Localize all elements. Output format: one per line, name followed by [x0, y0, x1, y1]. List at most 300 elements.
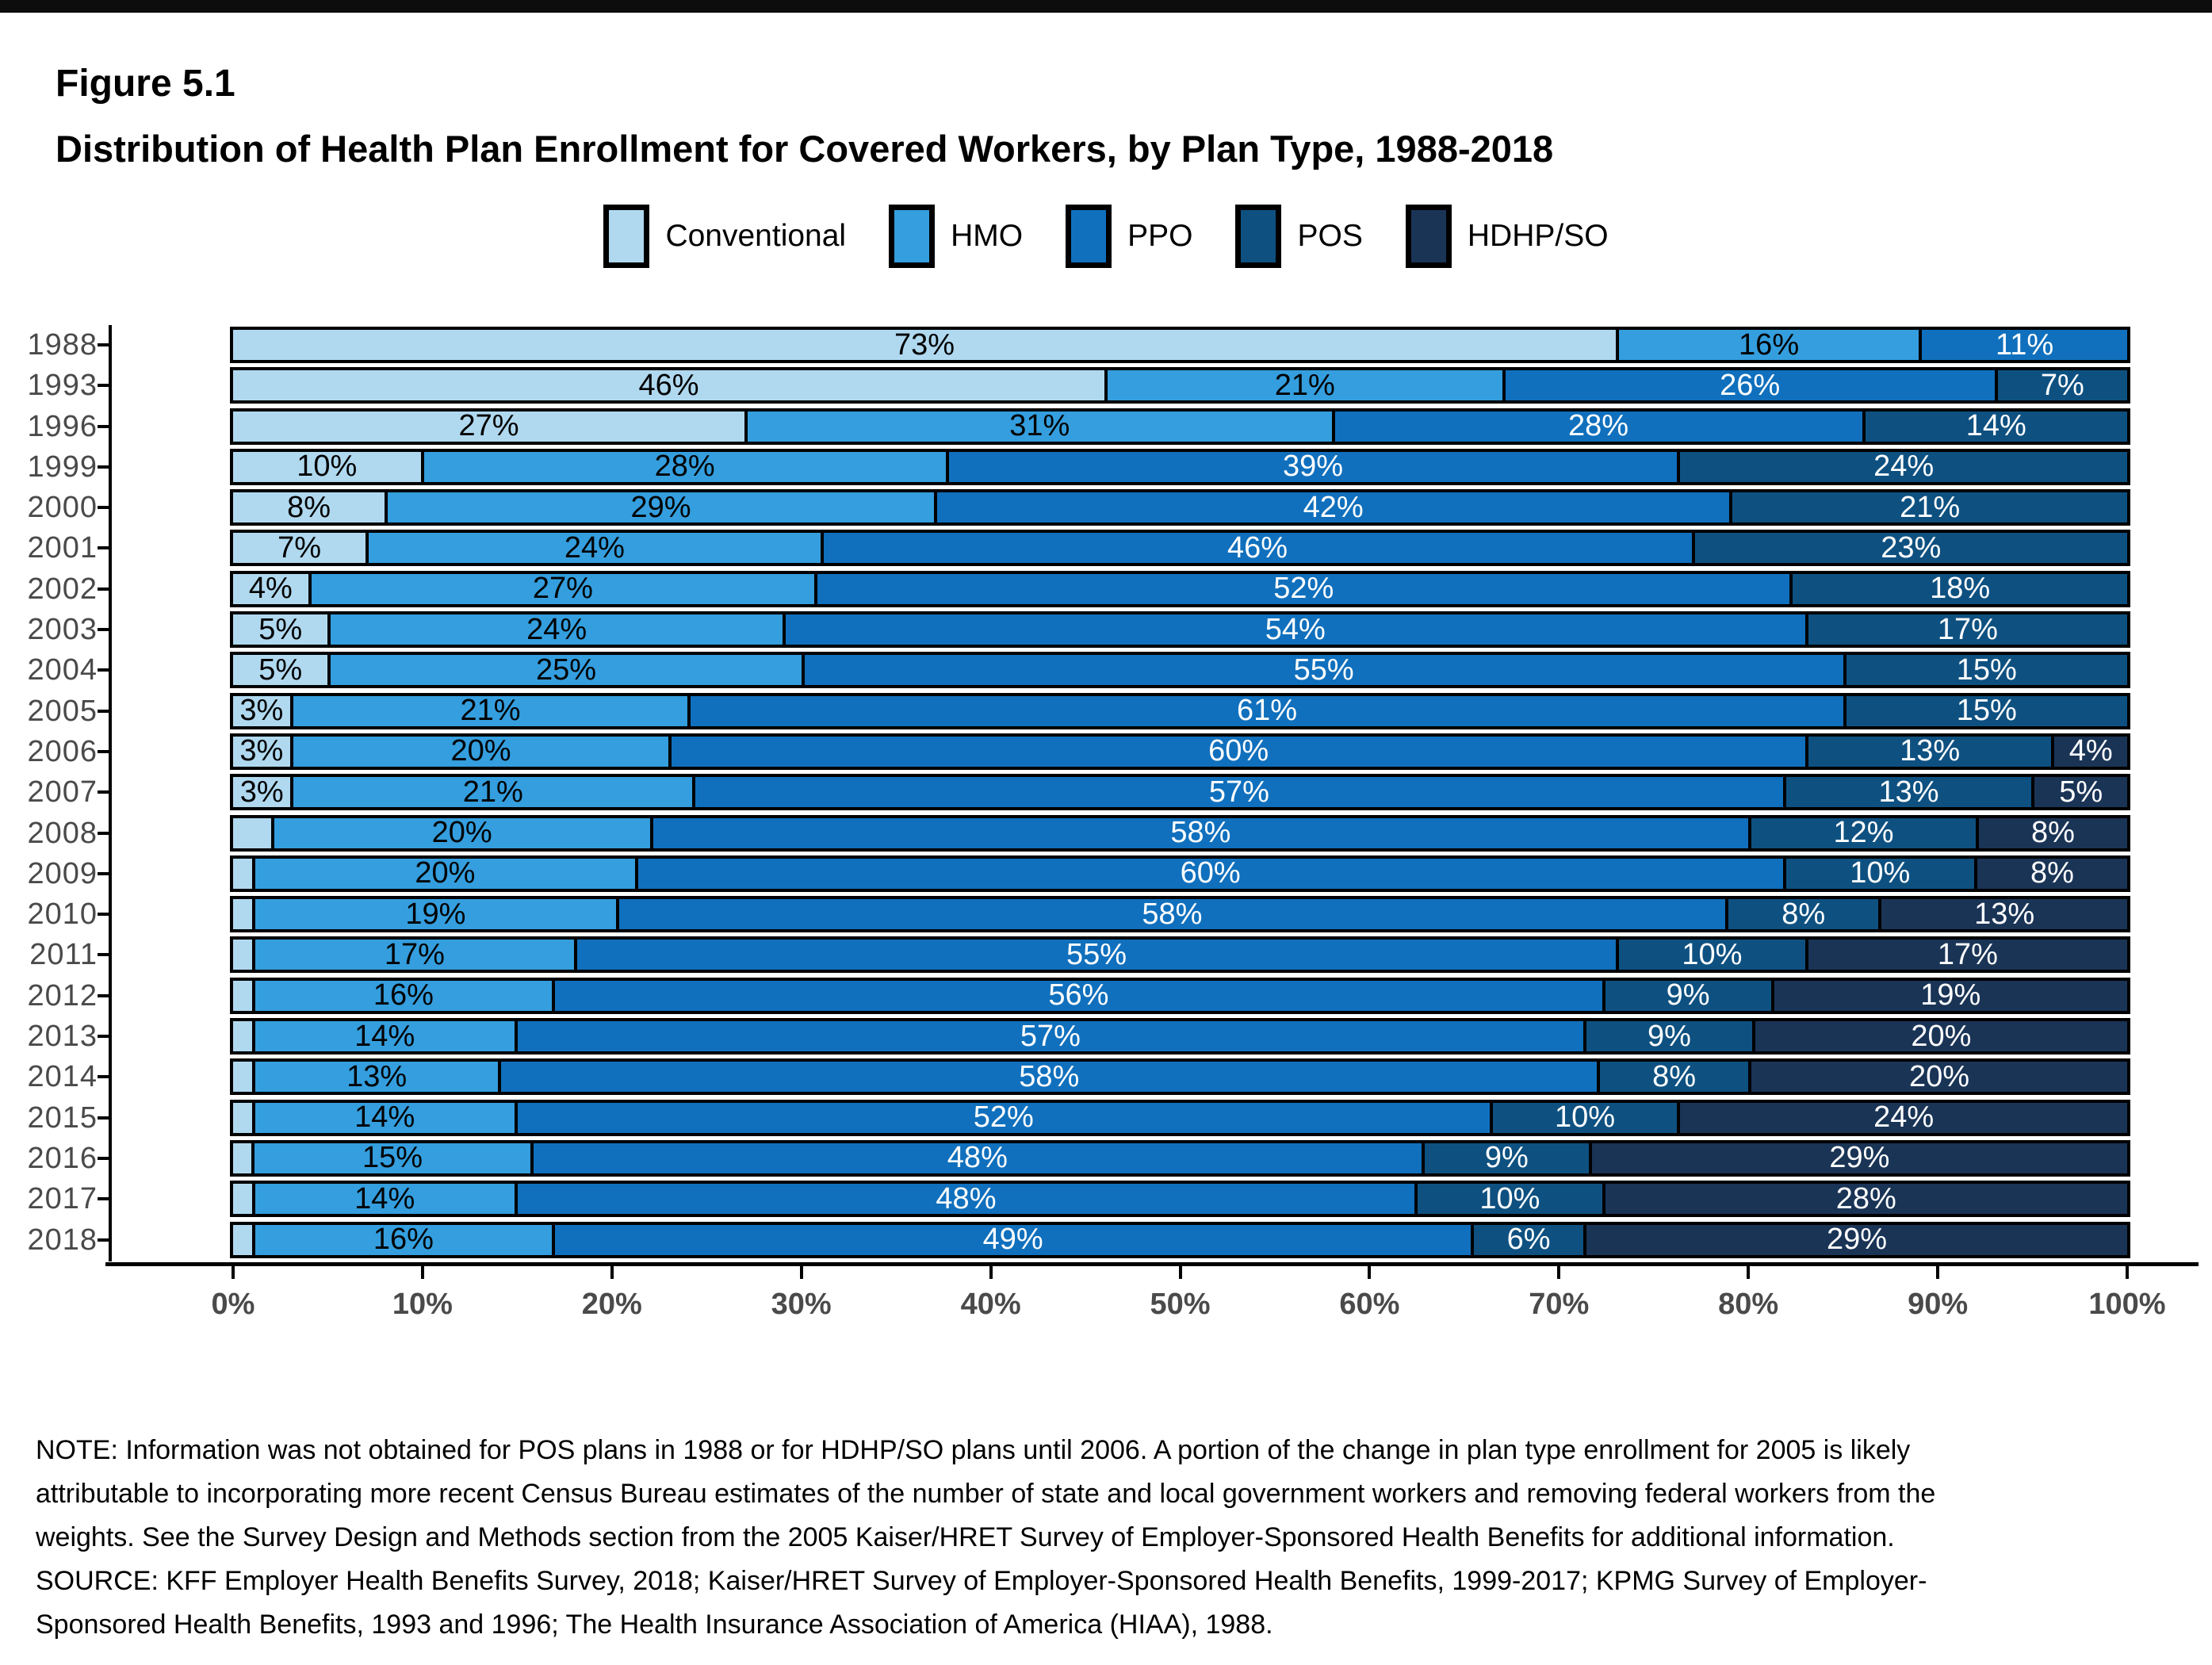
bar-segment-label: 14% — [354, 1100, 415, 1135]
bar-segment-label: 58% — [1019, 1059, 1080, 1093]
bar-segment-label: 14% — [354, 1019, 415, 1053]
bar-segment-label: 11% — [1995, 327, 2054, 362]
year-label: 1988 — [27, 328, 98, 362]
bar-row-2011 — [21, 936, 2191, 973]
bar-segment-label: 73% — [894, 327, 955, 362]
bar-row-2007 — [21, 774, 2191, 810]
bar-segment-label: 28% — [654, 450, 715, 484]
year-label: 2014 — [27, 1060, 98, 1094]
bar-segment-label: 6% — [1506, 1223, 1551, 1257]
x-axis-tick-label: 80% — [1718, 1287, 1779, 1321]
bar-segment-label: 9% — [1666, 978, 1710, 1012]
bar-segment-label: 24% — [1873, 450, 1935, 484]
bar-segment-conventional — [233, 1225, 252, 1255]
bar-segment-label: 25% — [536, 653, 597, 687]
axis-gap — [112, 571, 230, 607]
bar-segment-label: 14% — [354, 1181, 415, 1215]
bar-row-2010 — [21, 896, 2191, 932]
year-label: 2001 — [27, 531, 98, 565]
bar-segment-label: 13% — [1974, 897, 2035, 931]
bar-segment-label: 46% — [1227, 530, 1288, 565]
bar-segment-label: 8% — [2030, 816, 2075, 850]
bar-segment-label: 17% — [384, 937, 445, 971]
bar-segment-label: 10% — [1479, 1181, 1540, 1215]
year-label: 2002 — [27, 572, 98, 606]
axis-gap — [112, 1181, 230, 1217]
bar-row-2009 — [21, 855, 2191, 892]
bar-segment-pos — [1414, 1181, 1602, 1215]
year-label: 2011 — [29, 938, 98, 972]
bar-segment-hdhp-so — [1976, 818, 2127, 848]
bar-segment-ppo — [552, 1225, 1471, 1255]
year-label: 2009 — [27, 856, 98, 890]
bar-segment-pos — [1748, 818, 1976, 848]
bar-segment-label: 16% — [1739, 327, 1800, 362]
bar-segment-pos — [1995, 370, 2127, 400]
bar-segment-label: 16% — [373, 1223, 434, 1257]
bar-segment-label: 19% — [405, 897, 466, 931]
bar-segment-label: 48% — [947, 1141, 1008, 1175]
bar-segment-label: 8% — [1652, 1059, 1697, 1093]
bar-segment-label: 31% — [1009, 409, 1070, 443]
bar-segment-label: 10% — [1554, 1100, 1616, 1135]
bar-row-1993 — [21, 367, 2191, 404]
bar-track — [230, 978, 2130, 1014]
bar-segment-conventional — [233, 370, 1104, 400]
chart-legend — [0, 205, 2212, 268]
bar-segment-label: 10% — [297, 450, 358, 484]
bar-segment-hmo — [252, 1021, 515, 1051]
bar-segment-label: 12% — [1833, 816, 1894, 850]
bar-segment-pos — [1616, 937, 1805, 971]
bar-segment-conventional — [233, 859, 252, 889]
bar-segment-ppo — [1502, 370, 1995, 400]
bar-segment-label: 4% — [248, 572, 293, 606]
bar-segment-label: 24% — [526, 612, 587, 646]
bar-segment-hmo — [365, 530, 820, 565]
bar-segment-label: 21% — [460, 694, 521, 728]
bar-segment-hdhp-so — [2051, 734, 2127, 768]
bar-segment-label: 52% — [1273, 572, 1334, 606]
axis-gap — [112, 1222, 230, 1258]
bar-segment-label: 13% — [1878, 775, 1939, 809]
bar-segment-conventional — [233, 1021, 252, 1051]
bar-segment-conventional — [233, 981, 252, 1011]
x-axis-tick — [1179, 1266, 1182, 1279]
bar-segment-pos — [1805, 614, 2127, 645]
bar-segment-pos — [1789, 574, 2127, 604]
x-axis-tick — [800, 1266, 803, 1279]
bar-segment-label: 8% — [2030, 856, 2074, 890]
x-axis — [21, 1262, 2191, 1349]
figure-label: Figure 5.1 — [55, 63, 235, 105]
year-label: 2016 — [27, 1141, 98, 1175]
bar-segment-pos — [1725, 899, 1878, 929]
bar-segment-ppo — [515, 1181, 1414, 1215]
bar-segment-pos — [1692, 530, 2127, 565]
year-label: 1993 — [27, 369, 98, 403]
bar-segment-label: 26% — [1720, 368, 1781, 402]
x-axis-tick-label: 20% — [581, 1287, 642, 1321]
bar-segment-label: 27% — [532, 572, 593, 606]
bar-row-2004 — [21, 652, 2191, 688]
axis-gap — [112, 733, 230, 770]
axis-gap — [112, 936, 230, 973]
year-label: 2007 — [27, 775, 98, 810]
legend-swatch-conventional — [603, 205, 649, 268]
bar-segment-conventional — [233, 899, 252, 929]
bar-segment-label: 58% — [1142, 897, 1203, 931]
bar-segment-label: 16% — [373, 978, 434, 1012]
bar-segment-conventional — [233, 818, 271, 848]
axis-gap — [112, 978, 230, 1014]
bar-segment-conventional — [233, 492, 385, 522]
bar-row-2013 — [21, 1018, 2191, 1054]
year-label: 2018 — [27, 1223, 98, 1257]
legend-item-pos — [1235, 205, 1362, 268]
legend-label: POS — [1297, 219, 1363, 253]
bar-row-2003 — [21, 611, 2191, 648]
stacked-bar-chart — [21, 327, 2191, 1349]
bar-track — [230, 530, 2130, 566]
bar-segment-hdhp-so — [1805, 937, 2127, 971]
bar-segment-label: 20% — [1911, 1019, 1972, 1053]
bar-row-2018 — [21, 1222, 2191, 1258]
bar-segment-label: 3% — [239, 775, 284, 809]
bar-track — [230, 652, 2130, 688]
legend-swatch-pos — [1235, 205, 1281, 268]
bar-segment-ppo — [814, 574, 1789, 604]
bar-track — [230, 1018, 2130, 1054]
year-label: 2000 — [27, 491, 98, 525]
bar-segment-ppo — [687, 696, 1843, 726]
axis-gap — [112, 1100, 230, 1136]
bar-segment-label: 20% — [415, 856, 476, 890]
bar-segment-hmo — [271, 818, 650, 848]
axis-gap — [112, 1018, 230, 1054]
bar-track — [230, 1140, 2130, 1177]
bar-segment-hmo — [251, 1143, 530, 1173]
year-label: 2017 — [27, 1182, 98, 1216]
x-axis-tick-label: 10% — [392, 1287, 453, 1321]
bar-track — [230, 611, 2130, 648]
bar-segment-label: 19% — [1920, 978, 1981, 1012]
x-axis-tick — [421, 1266, 424, 1279]
x-axis-tick — [1368, 1266, 1371, 1279]
bar-row-1996 — [21, 408, 2191, 445]
bar-row-2002 — [21, 571, 2191, 607]
bar-segment-pos — [1862, 411, 2127, 442]
year-label: 2006 — [27, 734, 98, 768]
x-axis-tick — [2126, 1266, 2129, 1279]
legend-label: Conventional — [665, 219, 847, 253]
x-axis-tick-label: 100% — [2088, 1287, 2166, 1321]
bar-row-2006 — [21, 733, 2191, 770]
bar-segment-ppo — [946, 452, 1677, 482]
bar-segment-hdhp-so — [1878, 899, 2127, 929]
bar-segment-pos — [1729, 492, 2127, 522]
bar-segment-ppo — [821, 530, 1692, 565]
bar-segment-conventional — [233, 696, 290, 726]
bar-segment-conventional — [233, 327, 1616, 362]
bar-segment-pos — [1843, 655, 2127, 685]
bar-row-2000 — [21, 489, 2191, 526]
bar-track — [230, 774, 2130, 810]
bar-segment-conventional — [233, 1103, 252, 1133]
bar-segment-hmo — [421, 452, 946, 482]
bar-segment-label: 27% — [458, 409, 519, 443]
bar-segment-hdhp-so — [1752, 1021, 2127, 1051]
bar-segment-label: 15% — [362, 1141, 423, 1175]
bar-segment-label: 58% — [1170, 816, 1231, 850]
bar-segment-hmo — [290, 696, 688, 726]
bar-segment-label: 14% — [1965, 409, 2026, 443]
bar-segment-conventional — [233, 530, 365, 565]
bar-row-2005 — [21, 693, 2191, 729]
x-axis-tick-label: 40% — [960, 1287, 1021, 1321]
figure-title: Distribution of Health Plan Enrollment for Covered Workers, by Plan Type, 1988-2018 — [55, 128, 1554, 170]
bar-segment-label: 9% — [1647, 1019, 1691, 1053]
x-axis-tick-label: 90% — [1908, 1287, 1969, 1321]
bar-segment-pos — [1805, 734, 2052, 768]
bar-segment-conventional — [233, 940, 252, 970]
bar-row-1988 — [21, 327, 2191, 363]
bar-segment-pos — [1422, 1143, 1589, 1173]
bar-track — [230, 408, 2130, 445]
bar-segment-ppo — [515, 1100, 1490, 1135]
bar-segment-label: 20% — [431, 816, 492, 850]
bar-segment-ppo — [498, 1059, 1597, 1093]
x-axis-tick-label: 30% — [771, 1287, 832, 1321]
bar-segment-label: 20% — [450, 734, 511, 768]
bar-segment-label: 24% — [1873, 1100, 1935, 1135]
axis-gap — [112, 611, 230, 648]
bar-segment-label: 9% — [1484, 1141, 1529, 1175]
bar-segment-hmo — [308, 574, 815, 604]
bar-segment-ppo — [1332, 411, 1862, 442]
bar-segment-ppo — [668, 734, 1804, 768]
bar-segment-label: 56% — [1048, 978, 1109, 1012]
bar-segment-ppo — [1919, 327, 2127, 362]
bar-segment-label: 3% — [239, 734, 284, 768]
bar-segment-pos — [1783, 856, 1974, 890]
source-text: SOURCE: KFF Employer Health Benefits Survey, 2018; Kaiser/HRET Survey of Employer-Sponsored Health Benefits, 1999-2017; KPMG Survey of Employer-Sponsored Health Benefits, 1993 and 1996; The Health Insurance Association of America (HIAA), 1988. — [36, 1566, 1927, 1640]
bar-segment-label: 5% — [258, 612, 303, 646]
bar-segment-hmo — [252, 1181, 515, 1215]
x-axis-tick-label: 50% — [1150, 1287, 1211, 1321]
bar-track — [230, 815, 2130, 852]
legend-item-ppo — [1066, 205, 1192, 268]
bar-row-2001 — [21, 530, 2191, 566]
x-axis-tick-label: 0% — [211, 1287, 255, 1321]
bar-segment-ppo — [530, 1143, 1422, 1173]
bar-segment-pos — [1597, 1059, 1748, 1093]
bar-segment-label: 29% — [1829, 1141, 1890, 1175]
bar-segment-pos — [1843, 696, 2127, 726]
bar-segment-ppo — [552, 978, 1602, 1012]
bar-track — [230, 1100, 2130, 1136]
bar-segment-label: 5% — [258, 653, 303, 687]
bar-segment-conventional — [233, 1143, 251, 1173]
axis-gap — [112, 855, 230, 892]
bar-segment-label: 13% — [346, 1059, 408, 1093]
axis-gap — [112, 896, 230, 932]
x-axis-tick-label: 70% — [1529, 1287, 1590, 1321]
x-axis-tick — [1557, 1266, 1560, 1279]
bar-segment-label: 21% — [462, 775, 523, 809]
bar-segment-label: 15% — [1956, 694, 2017, 728]
bar-row-2008 — [21, 815, 2191, 852]
bar-segment-ppo — [650, 818, 1749, 848]
bar-segment-hdhp-so — [2031, 777, 2127, 807]
legend-item-hmo — [889, 205, 1023, 268]
bar-segment-pos — [1583, 1021, 1752, 1051]
axis-gap — [112, 449, 230, 485]
x-axis-line — [105, 1262, 2199, 1266]
bar-segment-hdhp-so — [1771, 978, 2127, 1012]
bar-segment-hmo — [385, 492, 934, 522]
bar-segment-label: 5% — [2059, 775, 2103, 809]
axis-gap — [112, 693, 230, 729]
bar-segment-conventional — [233, 734, 290, 768]
bar-segment-label: 24% — [564, 530, 625, 565]
bar-track — [230, 367, 2130, 404]
bar-row-2015 — [21, 1100, 2191, 1136]
bar-segment-ppo — [934, 492, 1729, 522]
bar-segment-label: 10% — [1850, 856, 1911, 890]
bar-segment-pos — [1490, 1100, 1678, 1135]
bar-segment-label: 7% — [2040, 368, 2084, 402]
bar-segment-ppo — [802, 655, 1843, 685]
legend-item-hdhp-so — [1406, 205, 1609, 268]
bar-segment-hdhp-so — [1583, 1225, 2127, 1255]
year-label: 2012 — [27, 978, 98, 1012]
bar-segment-hmo — [744, 411, 1332, 442]
bar-segment-label: 29% — [630, 490, 691, 524]
legend-label: HDHP/SO — [1467, 219, 1609, 253]
year-label: 2010 — [27, 898, 98, 932]
bar-track — [230, 1222, 2130, 1258]
bar-segment-hmo — [327, 614, 782, 645]
bar-segment-label: 28% — [1835, 1181, 1896, 1215]
x-axis-tick — [989, 1266, 993, 1279]
bar-segment-label: 8% — [1781, 897, 1826, 931]
bar-track — [230, 1181, 2130, 1217]
footnotes — [36, 1429, 2002, 1647]
bar-segment-label: 29% — [1826, 1223, 1888, 1257]
bar-track — [230, 489, 2130, 526]
bar-segment-label: 39% — [1283, 450, 1344, 484]
bar-segment-label: 20% — [1909, 1059, 1970, 1093]
bar-segment-conventional — [233, 1062, 252, 1092]
bar-segment-conventional — [233, 452, 421, 482]
bar-track — [230, 896, 2130, 932]
bar-segment-conventional — [233, 655, 327, 685]
bar-segment-hmo — [252, 937, 574, 971]
bar-track — [230, 449, 2130, 485]
bar-segment-pos — [1677, 452, 2127, 482]
note-text: NOTE: Information was not obtained for POS plans in 1988 or for HDHP/SO plans until 2006. A portion of the change in plan type enrollment for 2005 is likely attributable to incorporating more recent Census Bureau estimates of the number of state and local government workers and removing federal workers from the weights. See the Survey Design and Methods section from the 2005 Kaiser/HRET Survey of Employer-Sponsored Health Benefits for additional information. — [36, 1435, 1936, 1553]
legend-swatch-hmo — [889, 205, 935, 268]
year-label: 2008 — [27, 816, 98, 850]
top-border-strip — [0, 0, 2212, 13]
x-axis-tick — [1747, 1266, 1750, 1279]
bar-segment-hdhp-so — [1974, 856, 2127, 890]
bar-segment-label: 54% — [1265, 612, 1326, 646]
bar-row-2014 — [21, 1058, 2191, 1095]
bar-segment-hmo — [1104, 370, 1502, 400]
axis-gap — [112, 367, 230, 404]
axis-gap — [112, 408, 230, 445]
legend-item-conventional — [603, 205, 846, 268]
bar-track — [230, 855, 2130, 892]
bar-segment-hmo — [252, 899, 615, 929]
bar-segment-label: 13% — [1900, 734, 1961, 768]
bar-segment-hmo — [290, 734, 669, 768]
bar-segment-ppo — [616, 899, 1726, 929]
year-label: 2005 — [27, 694, 98, 728]
bar-segment-hdhp-so — [1602, 1181, 2127, 1215]
bar-segment-hdhp-so — [1589, 1143, 2127, 1173]
bar-segment-label: 57% — [1020, 1019, 1081, 1053]
legend-swatch-hdhp-so — [1406, 205, 1452, 268]
bar-segment-label: 10% — [1682, 937, 1743, 971]
axis-gap — [112, 489, 230, 526]
year-label: 2015 — [27, 1100, 98, 1135]
year-label: 2013 — [27, 1020, 98, 1054]
bar-segment-hdhp-so — [1677, 1100, 2127, 1135]
legend-label: PPO — [1127, 219, 1193, 253]
bar-segment-ppo — [574, 937, 1616, 971]
bar-segment-label: 4% — [2068, 734, 2113, 768]
year-label: 1999 — [27, 450, 98, 484]
bar-segment-label: 48% — [936, 1181, 997, 1215]
bar-segment-pos — [1783, 777, 2032, 807]
bar-row-2016 — [21, 1140, 2191, 1177]
bar-segment-conventional — [233, 777, 290, 807]
bar-segment-label: 7% — [277, 530, 322, 565]
bar-segment-label: 60% — [1208, 734, 1269, 768]
bar-segment-label: 60% — [1180, 856, 1241, 890]
bar-row-2012 — [21, 978, 2191, 1014]
axis-gap — [112, 774, 230, 810]
bar-segment-hmo — [252, 856, 635, 890]
bar-segment-hmo — [252, 978, 552, 1012]
bar-rows — [21, 327, 2191, 1258]
axis-gap — [112, 1058, 230, 1095]
bar-row-2017 — [21, 1181, 2191, 1217]
bar-segment-ppo — [692, 777, 1782, 807]
bar-segment-label: 61% — [1236, 694, 1298, 728]
x-axis-tick — [232, 1266, 235, 1279]
x-axis-tick-label: 60% — [1339, 1287, 1400, 1321]
axis-gap — [112, 530, 230, 566]
bar-segment-label: 17% — [1937, 937, 1998, 971]
bar-segment-label: 8% — [287, 490, 331, 524]
bar-segment-label: 49% — [982, 1223, 1043, 1257]
bar-segment-pos — [1471, 1225, 1583, 1255]
bar-track — [230, 733, 2130, 770]
bar-segment-hmo — [290, 777, 692, 807]
bar-segment-label: 21% — [1274, 368, 1335, 402]
bar-segment-label: 55% — [1066, 937, 1127, 971]
bar-segment-hmo — [252, 1059, 499, 1093]
bar-segment-label: 52% — [973, 1100, 1034, 1135]
year-label: 1996 — [27, 409, 98, 443]
bar-segment-label: 55% — [1293, 653, 1354, 687]
bar-segment-label: 17% — [1937, 612, 1998, 646]
bar-segment-ppo — [635, 856, 1783, 890]
